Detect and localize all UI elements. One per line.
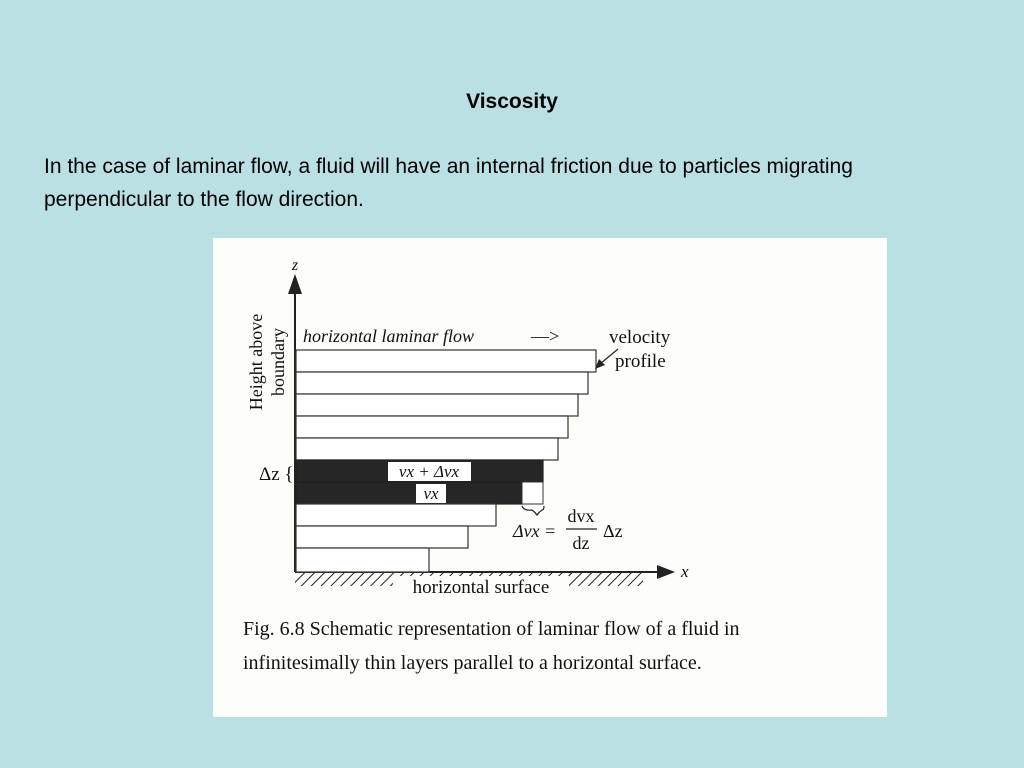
- laminar-flow-figure: [213, 238, 887, 717]
- flow-layer: [296, 394, 578, 416]
- dv-suffix: Δz: [603, 521, 623, 541]
- flow-layer: [296, 372, 588, 394]
- y-axis-title-line1: Height above: [246, 313, 266, 411]
- flow-layer: [296, 526, 468, 548]
- dv-denominator: dz: [572, 533, 590, 553]
- flow-layer: [296, 350, 596, 372]
- flow-layer: [296, 504, 496, 526]
- x-axis-label: x: [681, 562, 689, 581]
- velocity-profile-label-line1: velocity: [609, 327, 671, 348]
- x-axis-arrow-icon: [657, 565, 675, 579]
- figure-caption-line2: infinitesimally thin layers parallel to a horizontal surface.: [243, 652, 702, 674]
- slide-title: Viscosity: [466, 90, 558, 113]
- velocity-profile-label-line2: profile: [615, 351, 666, 372]
- delta-v-label: Δvx =: [513, 521, 557, 541]
- flow-arrow: —>: [531, 326, 560, 346]
- flow-layer-highlighted: [296, 482, 522, 504]
- surface-label: horizontal surface: [412, 577, 550, 598]
- dv-numerator: dvx: [567, 506, 595, 526]
- y-axis-title-line2: boundary: [268, 328, 288, 396]
- laminar-flow-diagram: [213, 238, 887, 717]
- velocity-difference-gap: [522, 482, 543, 504]
- flow-layer: [296, 438, 558, 460]
- flow-label: horizontal laminar flow: [303, 326, 475, 346]
- figure-caption-line1: Fig. 6.8 Schematic representation of laminar flow of a fluid in: [243, 618, 740, 640]
- z-axis-arrow-icon: [288, 274, 302, 294]
- gap-brace: [522, 506, 544, 515]
- flow-layer: [296, 548, 429, 572]
- z-axis-label: z: [291, 257, 299, 274]
- lower-velocity-label: vx: [423, 484, 439, 503]
- flow-layer: [296, 416, 568, 438]
- slide-body-text: In the case of laminar flow, a fluid will have an internal friction due to particles migrating perpendicular to the flow direction.: [44, 155, 853, 211]
- delta-z-label: Δz {: [259, 464, 294, 485]
- upper-velocity-label: vx + Δvx: [398, 462, 460, 481]
